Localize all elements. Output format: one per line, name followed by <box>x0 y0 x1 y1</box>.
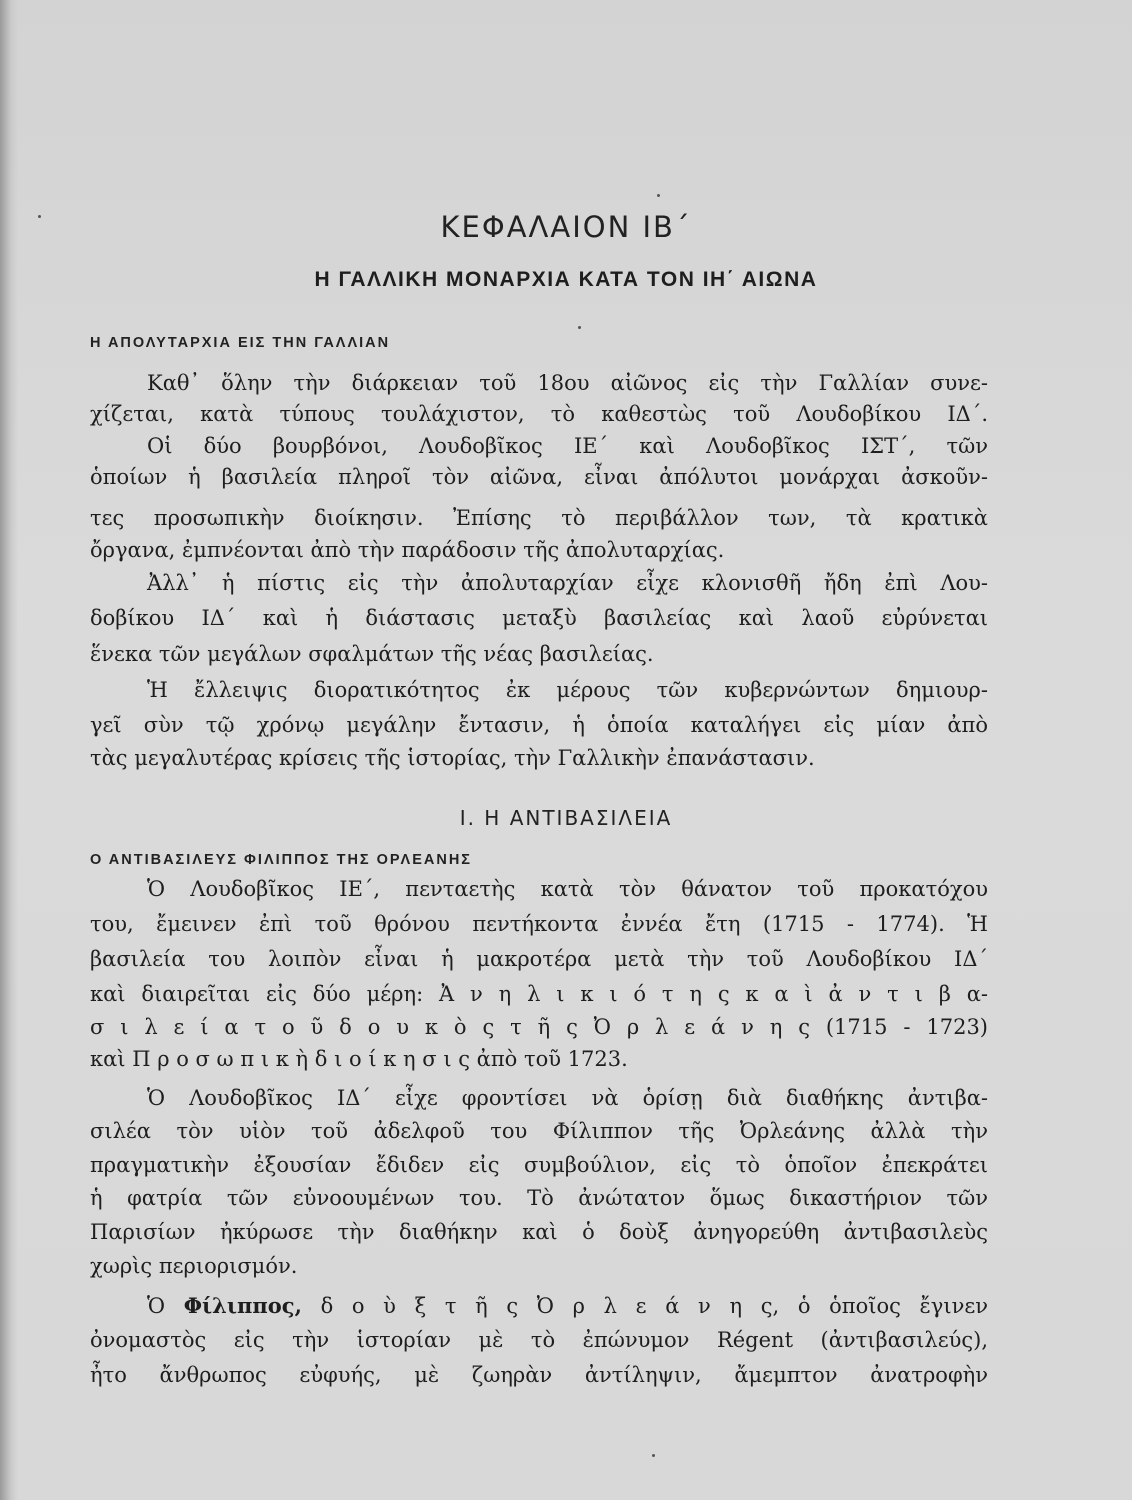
paragraph-line: βασιλεία του λοιπὸν εἶναι ἡ μακροτέρα μετὰ τὴν τοῦ Λουδοβίκου ΙΔ΄ <box>90 947 988 971</box>
paragraph-line: χωρὶς περιορισμόν. <box>90 1254 298 1278</box>
scan-speck <box>657 194 660 197</box>
paragraph-line: σιλέα τὸν υἱὸν τοῦ ἀδελφοῦ του Φίλιππον τῆς Ὀρλεάνης ἀλλὰ τὴν <box>90 1119 988 1143</box>
paragraph-line: γεῖ σὺν τῷ χρόνῳ μεγάλην ἔντασιν, ἡ ὁποία καταλήγει εἰς μίαν ἀπὸ <box>90 713 988 737</box>
paragraph-line: ἡ φατρία τῶν εὐνοουμένων του. Τὸ ἀνώτατον ὅμως δικαστήριον τῶν <box>90 1186 988 1210</box>
chapter-subtitle: Η ΓΑΛΛΙΚΗ ΜΟΝΑΡΧΙΑ ΚΑΤΑ ΤΟΝ ΙΗ΄ ΑΙΩΝΑ <box>314 268 818 291</box>
paragraph-line: Ἀλλ᾽ ἡ πίστις εἰς τὴν ἀπολυταρχίαν εἶχε κλονισθῆ ἤδη ἐπὶ Λου- <box>147 571 988 595</box>
paragraph-line: σ ι λ ε ί α τ ο ῦ δ ο υ κ ὸ ς τ ῆ ς Ὀ ρ λ ε ά ν η ς (1715 - 1723) <box>90 1015 988 1039</box>
paragraph-line: ὀνομαστὸς εἰς τὴν ἱστορίαν μὲ τὸ ἐπώνυμον Régent (ἀντιβασιλεύς), <box>90 1328 988 1352</box>
text-run: δ ο ὺ ξ τ ῆ ς Ὀ ρ λ ε ά ν η ς, ὁ ὁποῖος ἔγινεν <box>301 1294 988 1318</box>
scan-speck <box>38 215 41 218</box>
philip-name-bold: Φίλιππος, <box>183 1293 302 1318</box>
scan-speck <box>652 1454 655 1457</box>
paragraph-line: Ὁ Λουδοβῖκος ΙΕ΄, πενταετὴς κατὰ τὸν θάνατον τοῦ προκατόχου <box>147 877 988 901</box>
paragraph-line: Ἡ ἔλλειψις διορατικότητος ἐκ μέρους τῶν κυβερνώντων δημιουρ- <box>147 678 988 702</box>
section-heading-regency: Ι. Η ΑΝΤΙΒΑΣΙΛΕΙΑ <box>459 806 673 830</box>
chapter-title: ΚΕΦΑΛΑΙΟΝ ΙΒ΄ <box>440 210 692 244</box>
scan-speck <box>578 326 581 329</box>
section-label-absolutism: Η ΑΠΟΛΥΤΑΡΧΙΑ ΕΙΣ ΤΗΝ ΓΑΛΛΙΑΝ <box>90 335 391 351</box>
paragraph-line: πραγματικὴν ἐξουσίαν ἔδιδεν εἰς συμβούλιον, εἰς τὸ ὁποῖον ἐπεκράτει <box>90 1153 988 1177</box>
paragraph-line: του, ἔμεινεν ἐπὶ τοῦ θρόνου πεντήκοντα ἐννέα ἔτη (1715 - 1774). Ἡ <box>90 912 988 936</box>
paragraph-line: ἦτο ἄνθρωπος εὐφυής, μὲ ζωηρὰν ἀντίληψιν, ἄμεμπτον ἀνατροφὴν <box>90 1363 988 1387</box>
text-run: Ὁ <box>147 1294 184 1318</box>
paragraph-line: Ὁ Λουδοβῖκος ΙΔ΄ εἶχε φροντίσει νὰ ὁρίσῃ διὰ διαθήκης ἀντιβα- <box>147 1086 988 1110</box>
paragraph-line: καὶ διαιρεῖται εἰς δύο μέρη: Ἀ ν η λ ι κ ι ό τ η ς κ α ὶ ἀ ν τ ι β α- <box>90 982 988 1006</box>
paragraph-line: τὰς μεγαλυτέρας κρίσεις τῆς ἱστορίας, τὴν Γαλλικὴν ἐπανάστασιν. <box>90 746 815 770</box>
paragraph-line: Παρισίων ἠκύρωσε τὴν διαθήκην καὶ ὁ δοὺξ ἀνηγορεύθη ἀντιβασιλεὺς <box>90 1220 988 1244</box>
paragraph-line: χίζεται, κατὰ τύπους τουλάχιστον, τὸ καθεστὼς τοῦ Λουδοβίκου ΙΔ΄. <box>90 402 988 426</box>
paragraph-line: Οἱ δύο βουρβόνοι, Λουδοβῖκος ΙΕ΄ καὶ Λουδοβῖκος ΙΣΤ΄, τῶν <box>147 434 988 458</box>
paragraph-line: τες προσωπικὴν διοίκησιν. Ἐπίσης τὸ περιβάλλον των, τὰ κρατικὰ <box>90 506 988 530</box>
paragraph-line: καὶ Π ρ ο σ ω π ι κ ὴ δ ι ο ί κ η σ ι ς ἀπὸ τοῦ 1723. <box>90 1047 628 1071</box>
paragraph-line-philip <box>147 1291 988 1321</box>
paragraph-line: δοβίκου ΙΔ΄ καὶ ἡ διάστασις μεταξὺ βασιλείας καὶ λαοῦ εὐρύνεται <box>90 606 988 630</box>
paragraph-line: ἕνεκα τῶν μεγάλων σφαλμάτων τῆς νέας βασιλείας. <box>90 642 654 666</box>
section-label-philip: Ο ΑΝΤΙΒΑΣΙΛΕΥΣ ΦΙΛΙΠΠΟΣ ΤΗΣ ΟΡΛΕΑΝΗΣ <box>90 852 472 868</box>
paragraph-line: ὄργανα, ἐμπνέονται ἀπὸ τὴν παράδοσιν τῆς ἀπολυταρχίας. <box>90 538 725 562</box>
paragraph-line: Καθ᾽ ὅλην τὴν διάρκειαν τοῦ 18ου αἰῶνος εἰς τὴν Γαλλίαν συνε- <box>147 371 988 395</box>
paragraph-line: ὁποίων ἡ βασιλεία πληροῖ τὸν αἰῶνα, εἶναι ἀπόλυτοι μονάρχαι ἀσκοῦν- <box>90 465 988 489</box>
